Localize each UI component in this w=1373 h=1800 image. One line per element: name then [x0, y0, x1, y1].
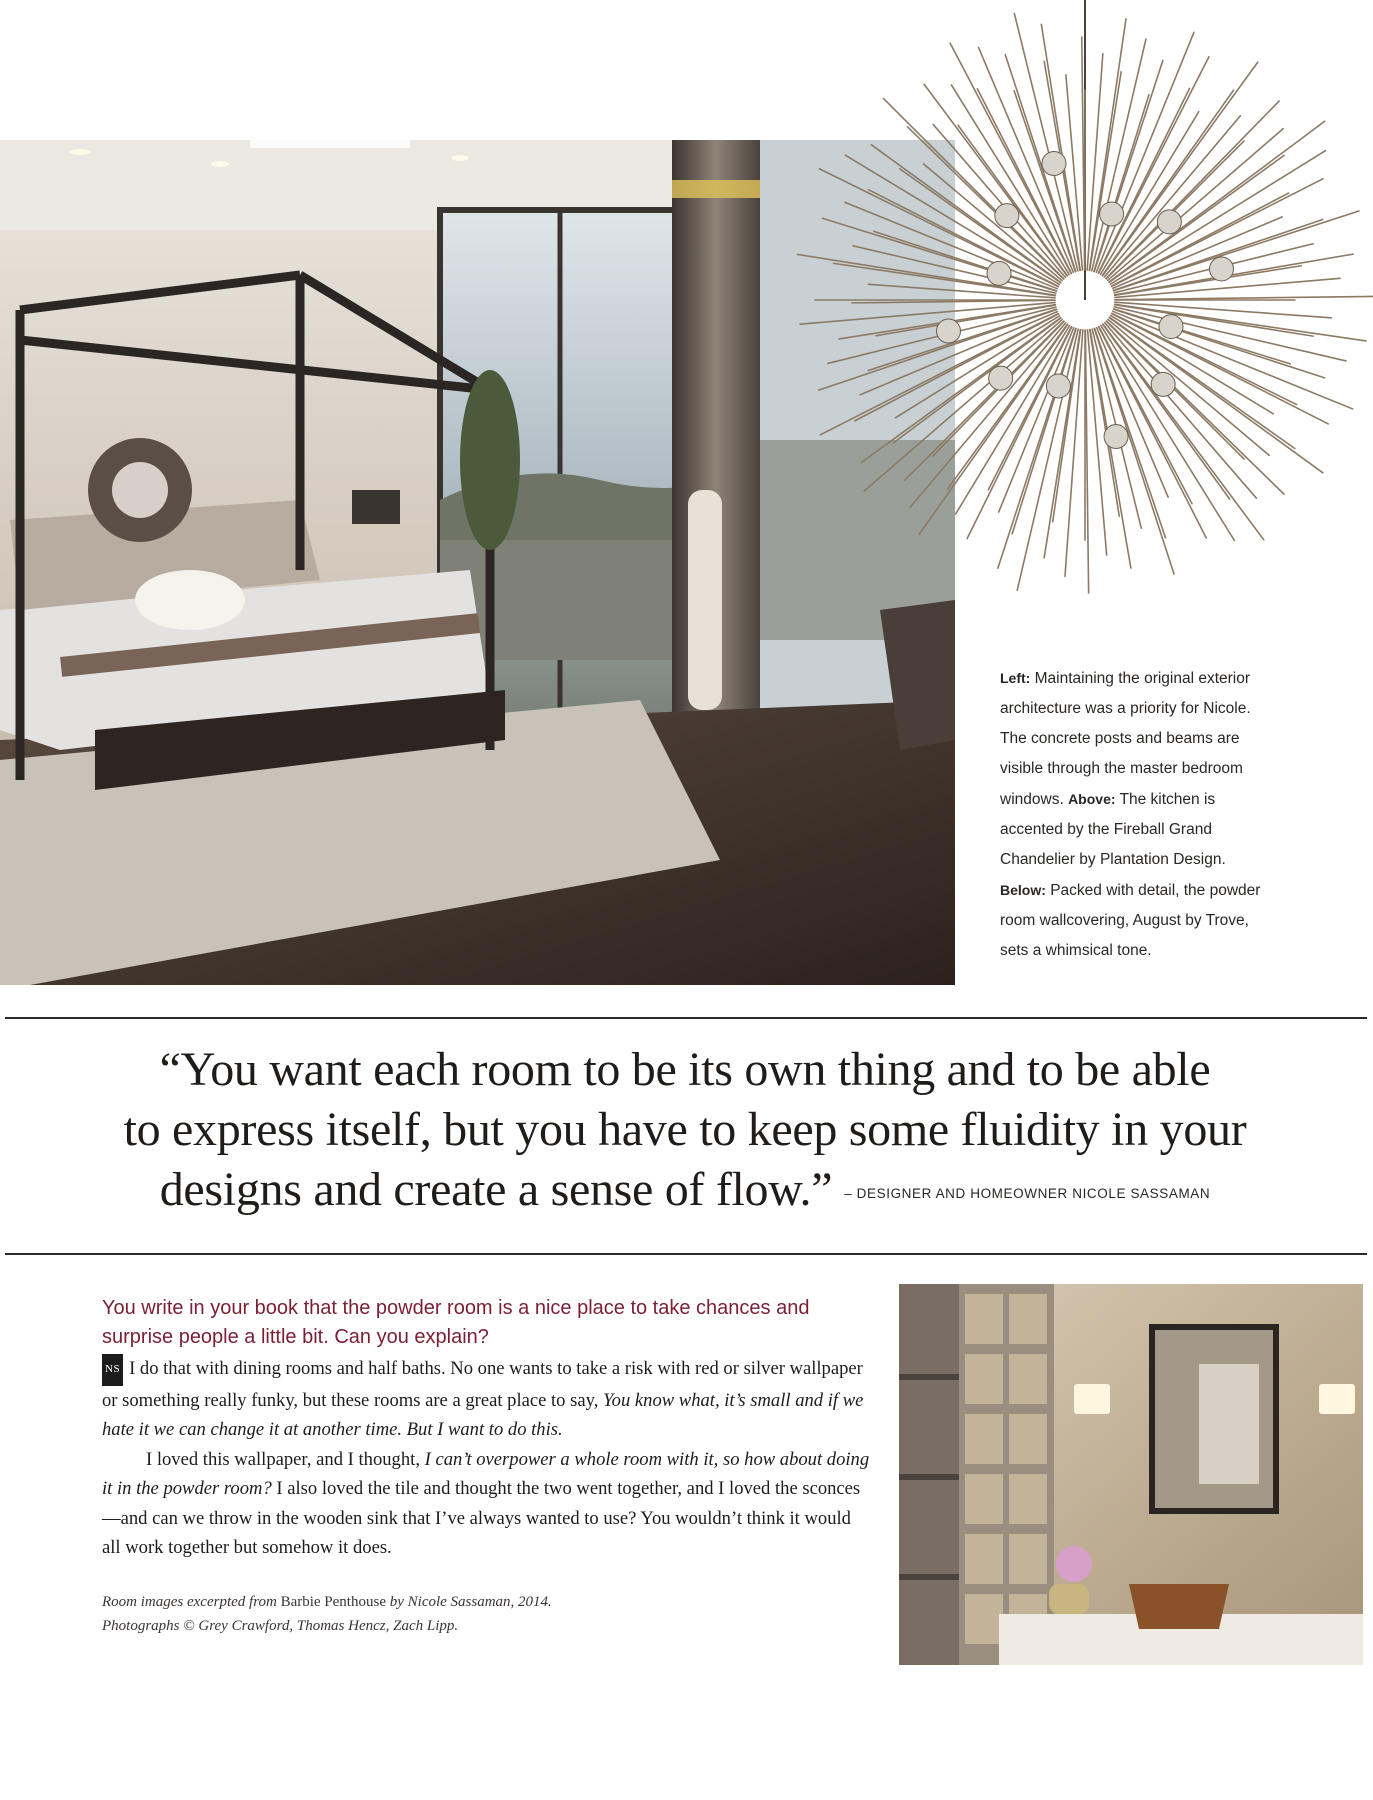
answer-paragraph-2 — [102, 1445, 872, 1563]
credits-line-1 — [102, 1590, 802, 1614]
pull-quote-line-2: to express itself, but you have to keep some fluidity in your — [123, 1103, 1247, 1156]
pull-quote-line-3: designs and create a sense of flow.” — [159, 1163, 833, 1216]
pull-quote — [60, 1040, 1310, 1224]
credits-excerpt-text: Room images excerpted from — [102, 1594, 281, 1610]
answer-p1-text: I do that with dining rooms and half baths. No one wants to take a risk with red or silver wallpaper or something really funky, but these rooms are a great place to say, — [102, 1358, 863, 1411]
quote-credit: – DESIGNER AND HOMEOWNER NICOLE SASSAMAN — [844, 1185, 1211, 1201]
answer-p2-italic: I can’t overpower a whole room with it, so how about doing it in the powder room? — [102, 1448, 870, 1499]
bottom-rule — [5, 1253, 1367, 1255]
pull-quote-line-3-wrap — [60, 1160, 1310, 1224]
answer-p2-text-b: I also loved the tile and thought the two went together, and I loved the sconces—and can we throw in the wooden sink that I’ve always wanted to use? You wouldn’t think it would all work together but somehow it does. — [102, 1478, 861, 1558]
caption-left-text: Maintaining the original exterior architecture was a priority for Nicole. The concrete posts and beams are visible through the master bedroom windows. — [1000, 670, 1251, 808]
caption-left-label: Left: — [1000, 670, 1031, 686]
interview-answer — [102, 1354, 872, 1563]
caption-above-text: The kitchen is accented by the Fireball Grand Chandelier by Plantation Design. — [1000, 791, 1226, 868]
credits-book-title: Barbie Penthouse — [280, 1594, 386, 1610]
top-rule — [5, 1017, 1367, 1019]
chandelier-photo — [760, 0, 1373, 640]
caption-above-label: Above: — [1068, 791, 1116, 807]
interview-question: You write in your book that the powder room is a nice place to take chances and surprise people a little bit. Can you explain? — [102, 1297, 810, 1348]
answer-p1-italic: You know what, it’s small and if we hate it we can change it at another time. But I want to do this. — [102, 1389, 864, 1440]
credits-author-text: by Nicole Sassaman, 2014. — [385, 1594, 552, 1610]
photo-caption — [1000, 663, 1268, 966]
caption-below-label: Below: — [1000, 882, 1046, 898]
answer-paragraph-1 — [102, 1354, 872, 1445]
photo-credits — [102, 1590, 802, 1638]
powder-room-photo — [899, 1284, 1363, 1665]
credits-line-2: Photographs © Grey Crawford, Thomas Hencz, Zach Lipp. — [102, 1618, 459, 1634]
initials-badge: NS — [102, 1354, 123, 1386]
answer-p2-text-a: I loved this wallpaper, and I thought, — [146, 1448, 425, 1470]
pull-quote-line-1: “You want each room to be its own thing and to be able — [159, 1043, 1211, 1096]
caption-below-text: Packed with detail, the powder room wallcovering, August by Trove, sets a whimsical tone. — [1000, 882, 1261, 959]
